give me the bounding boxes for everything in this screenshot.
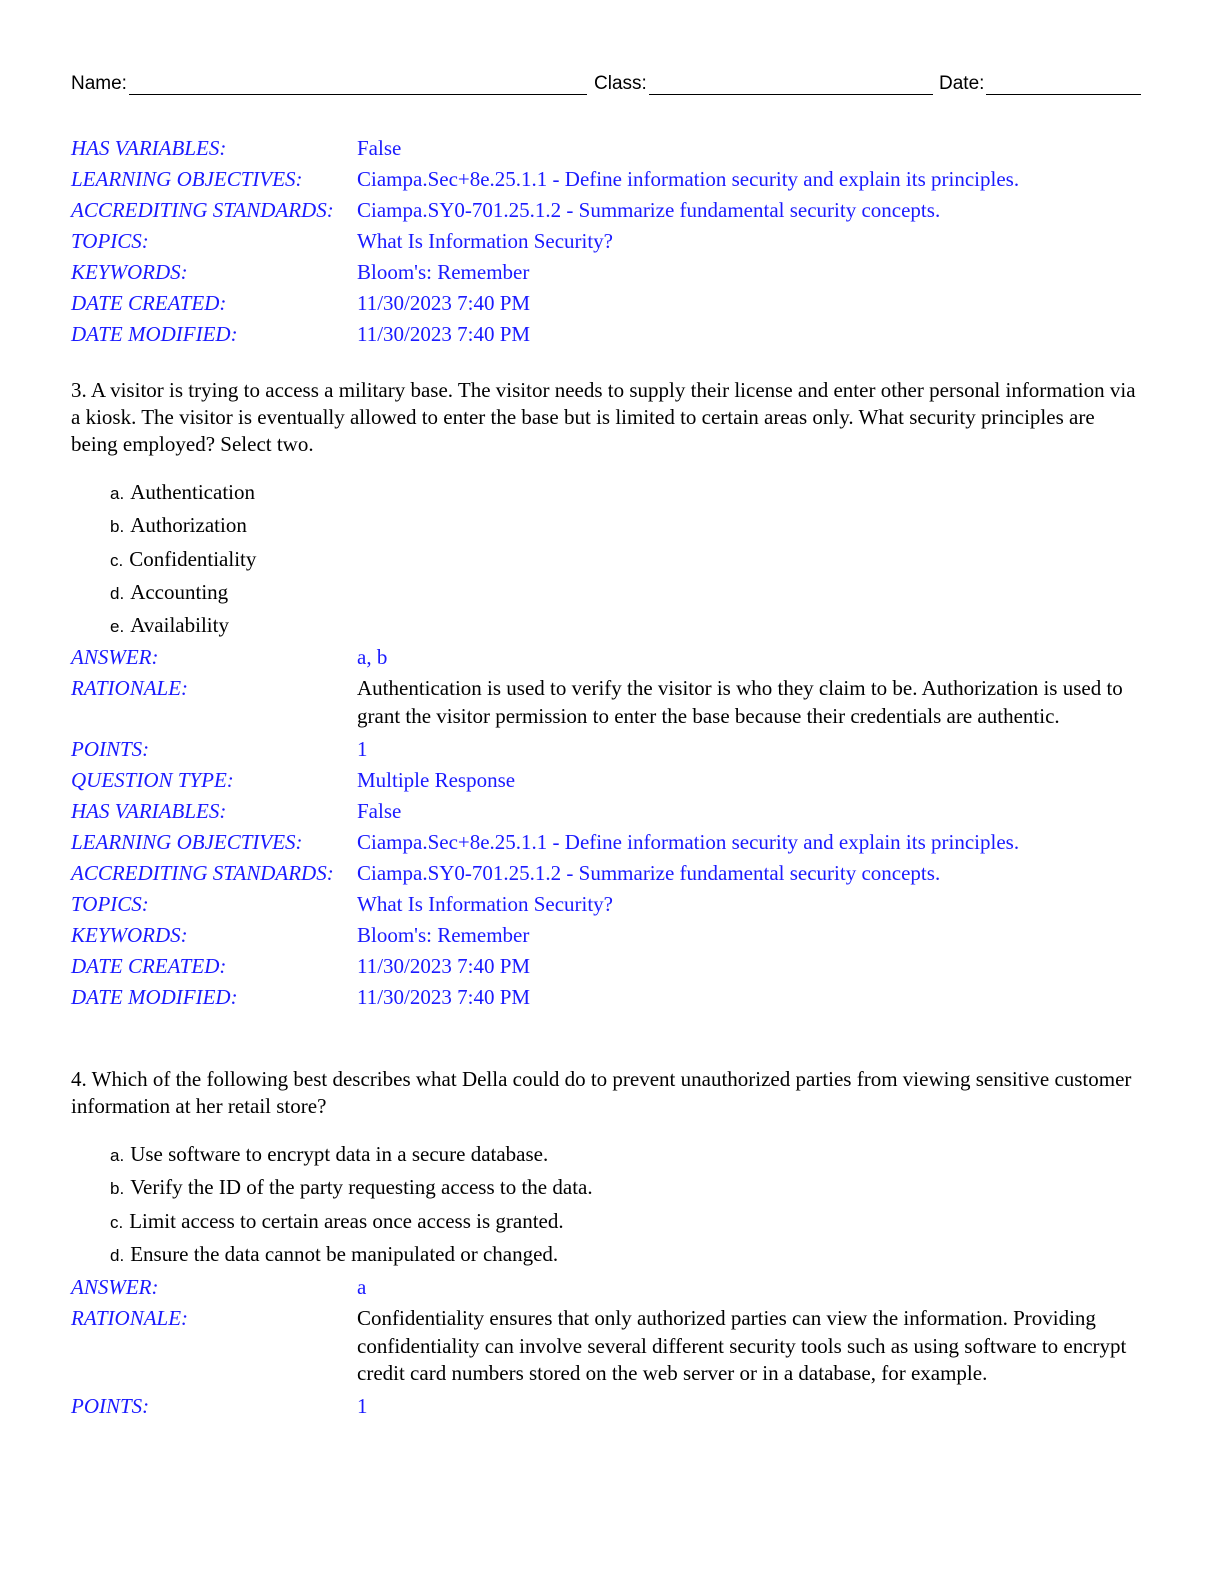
meta-label: POINTS: [71,737,150,761]
meta-value: Ciampa.SY0-701.25.1.2 - Summarize fundamental security concepts. [357,861,941,885]
class-label: Class: [594,73,647,94]
meta-row [71,195,1171,226]
meta-label: DATE CREATED: [71,291,227,315]
meta-row [71,796,1171,827]
answer-value: a [357,1275,367,1299]
meta-label: DATE CREATED: [71,954,227,978]
meta-value: What Is Information Security? [357,892,613,916]
meta-label: LEARNING OBJECTIVES: [71,830,303,854]
option-b[interactable] [110,1171,593,1204]
question-4-text: 4. Which of the following best describes what Della could do to prevent unauthorized parties from viewing sensitive customer information at her retail store? [71,1067,1132,1118]
meta-row [71,226,1171,257]
meta-label: HAS VARIABLES: [71,799,227,823]
option-e[interactable] [110,609,256,642]
option-letter: a. [110,484,125,503]
option-d[interactable] [110,1238,593,1271]
option-letter: e. [110,617,125,637]
meta-label: DATE MODIFIED: [71,985,238,1009]
date-line[interactable] [986,72,1141,95]
meta-label: DATE MODIFIED: [71,322,238,346]
option-text: Verify the ID of the party requesting access to the data. [130,1175,593,1200]
rationale-label: RATIONALE: [71,1306,189,1330]
meta-label: ACCREDITING STANDARDS: [71,861,334,885]
option-text: Authentication [130,480,255,504]
meta-label: ACCREDITING STANDARDS: [71,198,334,222]
date-label: Date: [939,73,985,94]
class-field [594,72,933,95]
option-text: Availability [130,613,229,638]
option-c[interactable] [110,543,256,576]
meta-row [71,319,1171,350]
meta-label: LEARNING OBJECTIVES: [71,167,303,191]
meta-label: TOPICS: [71,892,149,916]
option-text: Ensure the data cannot be manipulated or changed. [130,1241,559,1266]
meta-label: QUESTION TYPE: [71,768,234,792]
rationale-value: Confidentiality ensures that only authorized parties can view the information. Providing confidentiality can involve several different security tools such as using software to encrypt credit card numbers stored on the web server or in a database, for example. [357,1306,1127,1385]
option-letter: c. [110,550,124,570]
meta-value: Ciampa.SY0-701.25.1.2 - Summarize fundamental security concepts. [357,198,941,222]
meta-label: HAS VARIABLES: [71,136,227,160]
meta-row [71,951,1171,982]
answer-label: ANSWER: [71,645,159,669]
option-text: Confidentiality [129,546,257,571]
class-line[interactable] [649,72,933,95]
option-text: Use software to encrypt data in a secure database. [130,1142,549,1166]
meta-value: Bloom's: Remember [357,260,530,284]
meta-row [71,257,1171,288]
question-3-options [110,476,256,642]
meta-value: Bloom's: Remember [357,923,530,947]
meta-value: Ciampa.Sec+8e.25.1.1 - Define information security and explain its principles. [357,167,1020,191]
name-field [71,72,587,95]
meta-value: 11/30/2023 7:40 PM [357,291,531,315]
meta-value: False [357,799,402,823]
rationale-value: Authentication is used to verify the visitor is who they claim to be. Authorization is used to grant the visitor permission to enter the base because their credentials are authentic. [357,676,1123,728]
question-4-options [110,1138,593,1271]
answer-label: ANSWER: [71,1275,159,1299]
meta-row [71,920,1171,951]
name-label: Name: [71,73,127,94]
meta-row [71,133,1171,164]
option-a[interactable] [110,1138,593,1171]
rationale-row [71,1303,1171,1391]
meta-value: 11/30/2023 7:40 PM [357,954,531,978]
meta-value: Ciampa.Sec+8e.25.1.1 - Define information security and explain its principles. [357,830,1020,854]
option-letter: b. [110,517,125,537]
name-line[interactable] [129,72,587,95]
option-text: Accounting [130,579,229,604]
rationale-row [71,673,1171,734]
meta-label: POINTS: [71,1393,150,1418]
option-letter: c. [110,1212,124,1232]
option-text: Limit access to certain areas once access is granted. [129,1208,564,1233]
question-2-metadata [71,133,1171,350]
option-text: Authorization [130,513,247,538]
meta-row [71,889,1171,920]
meta-value: What Is Information Security? [357,229,613,253]
meta-label: KEYWORDS: [71,923,188,947]
meta-row [71,982,1171,1013]
option-b[interactable] [110,509,256,542]
answer-value: a, b [357,645,388,669]
meta-value: Multiple Response [357,768,516,792]
meta-row [71,734,1171,765]
meta-row [71,164,1171,195]
question-3-text: 3. A visitor is trying to access a military base. The visitor needs to supply their license and enter other personal information via a kiosk. The visitor is eventually allowed to enter the base but is limited to certain areas only. What security principles are being employed? Select two. [71,378,1136,456]
question-3-answer-block [71,642,1171,1013]
option-d[interactable] [110,576,256,609]
meta-value: 11/30/2023 7:40 PM [357,985,531,1009]
rationale-label: RATIONALE: [71,676,189,700]
option-letter: d. [110,1245,125,1265]
meta-value: 11/30/2023 7:40 PM [357,322,531,346]
meta-row [71,765,1171,796]
question-4-answer-block [71,1272,1171,1422]
meta-label: TOPICS: [71,229,149,253]
meta-row [71,827,1171,858]
student-header [71,72,1142,98]
meta-row [71,288,1171,319]
option-a[interactable] [110,476,256,509]
meta-row [71,858,1171,889]
meta-value: 1 [357,737,368,761]
answer-row [71,1272,1171,1303]
meta-value: 1 [357,1393,368,1418]
option-c[interactable] [110,1205,593,1238]
option-letter: b. [110,1179,125,1199]
meta-row [71,1391,1171,1422]
option-letter: a. [110,1146,125,1165]
answer-row [71,642,1171,673]
meta-label: KEYWORDS: [71,260,188,284]
option-letter: d. [110,583,125,603]
date-field [939,72,1141,95]
meta-value: False [357,136,402,160]
